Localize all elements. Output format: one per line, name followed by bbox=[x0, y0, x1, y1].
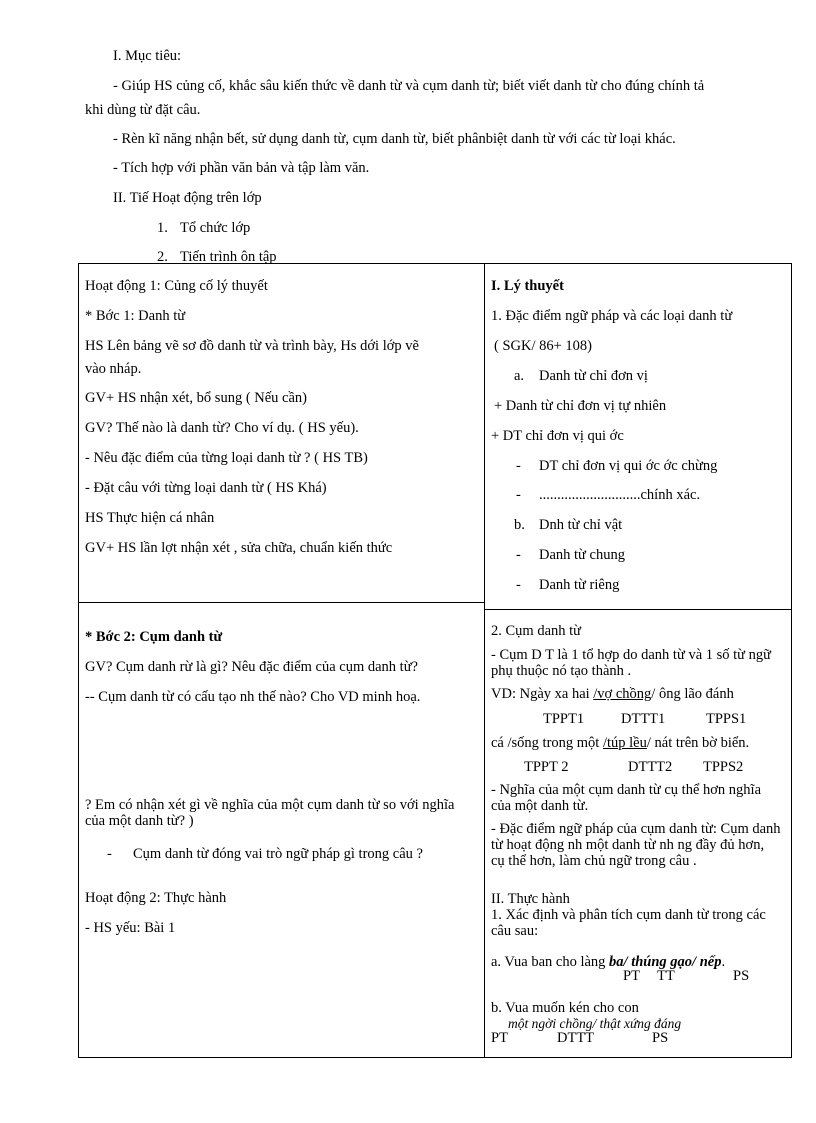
example-2-head: /túp lều bbox=[602, 735, 647, 751]
step-1: Tổ chức lớp bbox=[180, 220, 251, 236]
exercise-a-tt: TT bbox=[657, 968, 675, 984]
example-1-head: /vợ chồng bbox=[593, 686, 652, 702]
estimate-unit: DT chỉ đơn vị qui ớc ớc chừng bbox=[539, 458, 718, 474]
item-a: Danh từ chỉ đơn vị bbox=[539, 368, 648, 384]
right-row-divider bbox=[484, 609, 792, 610]
hs-individual: HS Thực hiện cá nhân bbox=[85, 510, 215, 526]
exact-unit: ............................chính xác. bbox=[539, 487, 701, 503]
dash-3: - bbox=[516, 547, 521, 563]
theory-heading: I. Lý thuyết bbox=[491, 278, 564, 294]
question-meaning: ? Em có nhận xét gì về nghĩa của một cụm danh từ so với nghĩa của một danh từ? ) bbox=[85, 797, 455, 829]
exercise-a-ps: PS bbox=[733, 968, 750, 984]
conventional-unit-noun: + DT chỉ đơn vị qui ớc bbox=[491, 428, 624, 444]
reference: ( SGK/ 86+ 108) bbox=[494, 338, 592, 354]
exercise-a-pt: PT bbox=[623, 968, 640, 984]
noun-phrase-grammar: - Đặc điểm ngữ pháp của cụm danh từ: Cụm danh từ hoạt động nh một danh từ nh ng đầy đủ hơn, cụ thể hơn, làm chủ ngữ trong câu . bbox=[491, 821, 781, 869]
step-2-noun-phrase: * Bớc 2: Cụm danh từ bbox=[85, 629, 223, 645]
dash-2: - bbox=[516, 487, 521, 503]
question-structure: -- Cụm danh từ có cấu tạo nh thế nào? Cho VD minh hoạ. bbox=[85, 689, 421, 705]
step-1-num: 1. bbox=[157, 220, 168, 236]
label-dttt2: DTTT2 bbox=[628, 759, 673, 775]
label-tpps2: TPPS2 bbox=[703, 759, 744, 775]
label-tppt2: TPPT 2 bbox=[524, 759, 569, 775]
example-2-post: / nát trên bờ biển. bbox=[646, 735, 750, 751]
question-role: Cụm danh từ đóng vai trò ngữ pháp gì trong câu ? bbox=[133, 846, 423, 862]
label-dttt1: DTTT1 bbox=[621, 711, 666, 727]
section-objectives: I. Mục tiêu: bbox=[113, 48, 182, 64]
item-b: Dnh từ chỉ vật bbox=[539, 517, 623, 533]
example-line-1 bbox=[491, 686, 734, 703]
exercise-b-phrase: một ngời chồng/ thật xứng đáng bbox=[508, 1016, 682, 1031]
noun-phrase-definition: - Cụm D T là 1 tổ hợp do danh từ và 1 số từ ngữ phụ thuộc nó tạo thành . bbox=[491, 647, 772, 679]
objective-1-cont: khi dùng từ đặt câu. bbox=[85, 102, 201, 118]
question-features: - Nêu đặc điểm của từng loại danh từ ? ( HS TB) bbox=[85, 450, 368, 466]
proper-noun: Danh từ riêng bbox=[539, 577, 620, 593]
exercise-a bbox=[491, 954, 725, 971]
question-role-dash: - bbox=[107, 846, 112, 862]
dash-1: - bbox=[516, 458, 521, 474]
hs-board-line1: HS Lên bảng vẽ sơ đồ danh từ và trình bày, Hs dới lớp vẽ bbox=[85, 338, 419, 354]
example-1-pre: VD: Ngày xa hai bbox=[491, 686, 594, 702]
gv-question-2: GV? Cụm danh rừ là gì? Nêu đặc điểm của cụm danh từ? bbox=[85, 659, 418, 675]
objective-2: - Rèn kĩ năng nhận bết, sử dụng danh từ, cụm danh từ, biết phânbiệt danh từ với các từ loại khác. bbox=[113, 131, 676, 147]
example-line-2 bbox=[491, 735, 749, 752]
step-2: Tiến trình ôn tập bbox=[180, 249, 277, 265]
item-b-label: b. bbox=[514, 517, 525, 533]
activity-1: Hoạt động 1: Củng cố lý thuyết bbox=[85, 278, 268, 294]
label-tpps1: TPPS1 bbox=[706, 711, 747, 727]
step-1-noun: * Bớc 1: Danh từ bbox=[85, 308, 186, 324]
common-noun: Danh từ chung bbox=[539, 547, 625, 563]
label-tppt1: TPPT1 bbox=[543, 711, 585, 727]
question-sentence: - Đặt câu với từng loại danh từ ( HS Khá) bbox=[85, 480, 327, 496]
noun-phrase-meaning: - Nghĩa của một cụm danh từ cụ thể hơn nghĩa của một danh từ. bbox=[491, 782, 762, 814]
objective-3: - Tích hợp với phần văn bản và tập làm văn. bbox=[113, 160, 370, 176]
column-divider bbox=[484, 263, 485, 1058]
exercise-b-ps: PS bbox=[652, 1030, 669, 1046]
practice-task-1: 1. Xác định và phân tích cụm danh từ trong các câu sau: bbox=[491, 907, 766, 939]
objective-1: - Giúp HS củng cố, khắc sâu kiến thức về danh từ và cụm danh từ; biết viết danh từ cho đúng chính tả bbox=[113, 78, 705, 94]
gv-question-1: GV? Thế nào là danh từ? Cho ví dụ. ( HS yếu). bbox=[85, 420, 359, 436]
activity-2: Hoạt động 2: Thực hành bbox=[85, 890, 227, 906]
exercise-a-end: . bbox=[721, 954, 726, 970]
exercise-b-dttt: DTTT bbox=[557, 1030, 595, 1046]
example-2-pre: cá /sống trong một bbox=[491, 735, 603, 751]
gv-hs-feedback-2: GV+ HS lần lợt nhận xét , sửa chữa, chuẩn kiến thức bbox=[85, 540, 393, 556]
left-row-divider bbox=[78, 602, 484, 603]
theory-item-1: 1. Đặc điểm ngữ pháp và các loại danh từ bbox=[491, 308, 733, 324]
hs-weak-task: - HS yếu: Bài 1 bbox=[85, 920, 176, 936]
noun-phrase-heading: 2. Cụm danh từ bbox=[491, 623, 582, 639]
exercise-a-phrase: ba/ thúng gạo/ nếp bbox=[609, 954, 722, 970]
exercise-b-pt: PT bbox=[491, 1030, 508, 1046]
practice-heading: II. Thực hành bbox=[491, 891, 570, 907]
gv-hs-feedback-1: GV+ HS nhận xét, bổ sung ( Nếu cần) bbox=[85, 390, 308, 406]
dash-4: - bbox=[516, 577, 521, 593]
natural-unit-noun: + Danh từ chỉ đơn vị tự nhiên bbox=[494, 398, 667, 414]
hs-board-line2: vào nháp. bbox=[85, 361, 142, 377]
example-1-post: / ông lão đánh bbox=[651, 686, 734, 702]
item-a-label: a. bbox=[514, 368, 525, 384]
section-activities: II. Tiế Hoạt động trên lớp bbox=[113, 190, 262, 206]
exercise-a-pre: a. Vua ban cho làng bbox=[491, 954, 610, 970]
exercise-b: b. Vua muốn kén cho con bbox=[491, 1000, 639, 1016]
step-2-num: 2. bbox=[157, 249, 168, 265]
